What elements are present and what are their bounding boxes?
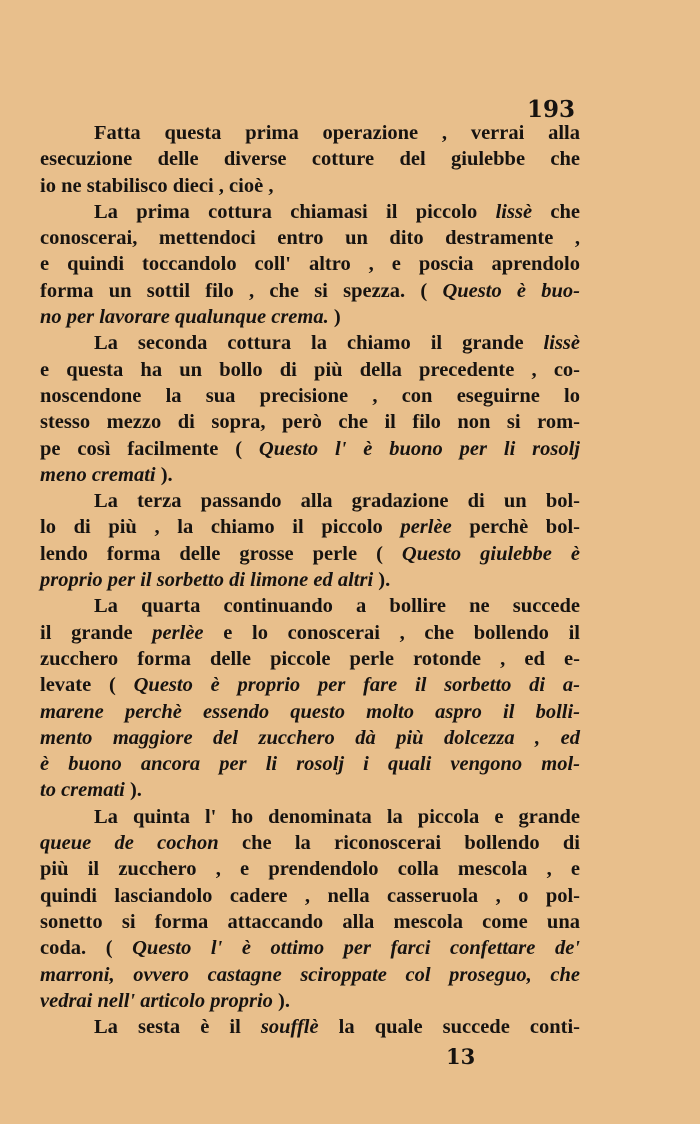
text-line: La prima cottura chiamasi il piccolo lissè che: [94, 200, 580, 223]
text-line: La seconda cottura la chiamo il grande lissè: [94, 332, 580, 355]
text-line: Fatta questa prima operazione , verrai alla: [94, 122, 580, 144]
text-line: queue de cochon che la riconoscerai bollendo di: [40, 832, 580, 855]
text-line: sonetto si forma attaccando alla mescola come una: [40, 910, 580, 933]
signature-mark: 13: [446, 1044, 476, 1069]
text-line: no per lavorare qualunque crema. ): [40, 306, 341, 329]
page-number: 193: [526, 96, 575, 123]
text-line: stesso mezzo di sopra, però che il filo non si rom-: [40, 411, 580, 434]
text-line: zucchero forma delle piccole perle rotonde , ed e-: [40, 647, 580, 670]
text-line: conoscerai, mettendoci entro un dito destramente ,: [40, 227, 580, 250]
text-line: to cremati ).: [40, 779, 142, 802]
text-line: proprio per il sorbetto di limone ed altri ).: [40, 569, 391, 592]
text-line: lendo forma delle grosse perle ( Questo giulebbe è: [40, 542, 580, 565]
text-line: marene perchè essendo questo molto aspro il bolli-: [40, 700, 580, 723]
text-line: il grande perlèe e lo conoscerai , che bollendo il: [40, 621, 580, 644]
text-line: coda. ( Questo l' è ottimo per farci confettare de': [40, 937, 580, 960]
text-line: è buono ancora per li rosolj i quali vengono mol-: [40, 753, 580, 776]
text-line: pe così facilmente ( Questo l' è buono per li rosolj: [40, 437, 580, 460]
text-line: e quindi toccandolo coll' altro , e poscia aprendolo: [40, 253, 580, 276]
text-line: La sesta è il soufflè la quale succede conti-: [94, 1016, 580, 1039]
text-line: noscendone la sua precisione , con eseguirne lo: [40, 384, 580, 407]
text-line: mento maggiore del zucchero dà più dolcezza , ed: [40, 726, 580, 749]
text-line: più il zucchero , e prendendolo colla mescola , e: [40, 858, 580, 881]
text-line: vedrai nell' articolo proprio ).: [40, 989, 290, 1012]
text-line: forma un sottil filo , che si spezza. ( Questo è buo-: [40, 279, 580, 302]
text-line: La quarta continuando a bollire ne succede: [94, 595, 580, 618]
text-line: meno cremati ).: [40, 463, 173, 486]
text-line: La quinta l' ho denominata la piccola e grande: [94, 805, 580, 828]
text-line: levate ( Questo è proprio per fare il sorbetto di a-: [40, 674, 580, 697]
text-line: quindi lasciandolo cadere , nella casseruola , o pol-: [40, 884, 580, 907]
body-text: [40, 120, 580, 1040]
text-line: marroni, ovvero castagne sciroppate col proseguo, che: [40, 963, 580, 986]
text-line: esecuzione delle diverse cotture del giulebbe che: [40, 148, 580, 171]
text-line: lo di più , la chiamo il piccolo perlèe perchè bol-: [40, 516, 580, 539]
text-line: e questa ha un bollo di più della precedente , co-: [40, 358, 580, 381]
text-line: La terza passando alla gradazione di un bol-: [94, 490, 580, 513]
text-line: io ne stabilisco dieci , cioè ,: [40, 174, 274, 197]
